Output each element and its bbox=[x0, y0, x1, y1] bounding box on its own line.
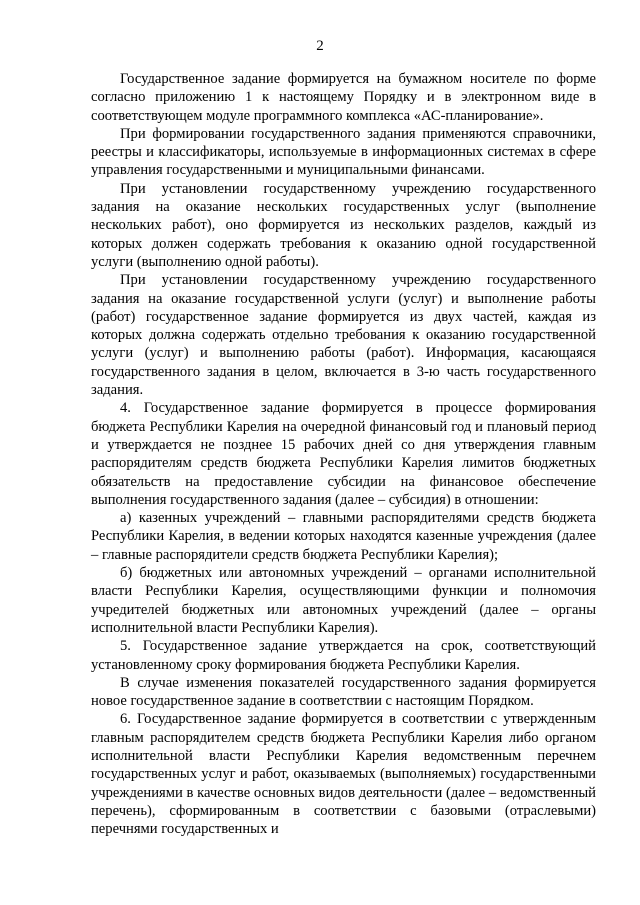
paragraph: Государственное задание формируется на бумажном носителе по форме согласно приложению 1 к настоящему Порядку и в электронном виде в соответствующем модуле программного комплекса «АС-планирование». bbox=[91, 71, 596, 124]
paragraph: При формировании государственного задания применяются справочники, реестры и классификаторы, используемые в информационных системах в сфере управления государственными и муниципальными финансами. bbox=[91, 125, 596, 179]
paragraph-item-4: 4. Государственное задание формируется в процессе формирования бюджета Республики Карелия на очередной финансовый год и плановый период и утверждается не позднее 15 рабочих дней со дня утверждения главным распорядителям средств бюджета Республики Карелия лимитов бюджетных обязательств на предоставление субсидии на финансовое обеспечение выполнения государственного задания (далее – субсидия) в отношении: bbox=[91, 400, 596, 508]
paragraph-item-6: 6. Государственное задание формируется в соответствии с утвержденным главным распорядителем средств бюджета Республики Карелия либо органом исполнительной власти Республики Карелия ведомственным перечнем государственных услуг и работ, оказываемых (выполняемых) государственными учреждениями в качестве основных видов деятельности (далее – ведомственный перечень), сформированным в соответствии с базовыми (отраслевыми) перечнями государственных и bbox=[91, 711, 596, 838]
paragraph: При установлении государственному учреждению государственного задания на оказание нескольких государственных услуг (выполнение нескольких работ), оно формируется из нескольких разделов, каждый из которых должен содержать требования к оказанию одной государственной услуги (выполнению одной работы). bbox=[91, 180, 596, 270]
paragraph-item-5: 5. Государственное задание утверждается на срок, соответствующий установленному сроку формирования бюджета Республики Карелия. bbox=[91, 638, 596, 673]
subitem-a: а) казенных учреждений – главными распорядителями средств бюджета Республики Карелия, в ведении которых находятся казенные учреждения (далее – главные распорядители средств бюджета Республики Карелия); bbox=[91, 510, 596, 563]
subitem-b: б) бюджетных или автономных учреждений – органами исполнительной власти Республики Карелия, осуществляющими функции и полномочия учредителей бюджетных или автономных учреждений (далее – органы исполнительной власти Республики Карелия). bbox=[91, 565, 596, 636]
paragraph: При установлении государственному учреждению государственного задания на оказание государственной услуги (услуг) и выполнение работы (работ) государственное задание формируется из двух частей, каждая из которых должна содержать отдельно требования к оказанию государственной услуги (услуг) и выполнению работы (работ). Информация, касающаяся государственного задания в целом, включается в 3-ю часть государственного задания. bbox=[91, 272, 596, 399]
document-body bbox=[91, 70, 596, 838]
page-number: 2 bbox=[316, 38, 324, 54]
paragraph: В случае изменения показателей государственного задания формируется новое государственное задание в соответствии с настоящим Порядком. bbox=[91, 674, 596, 710]
